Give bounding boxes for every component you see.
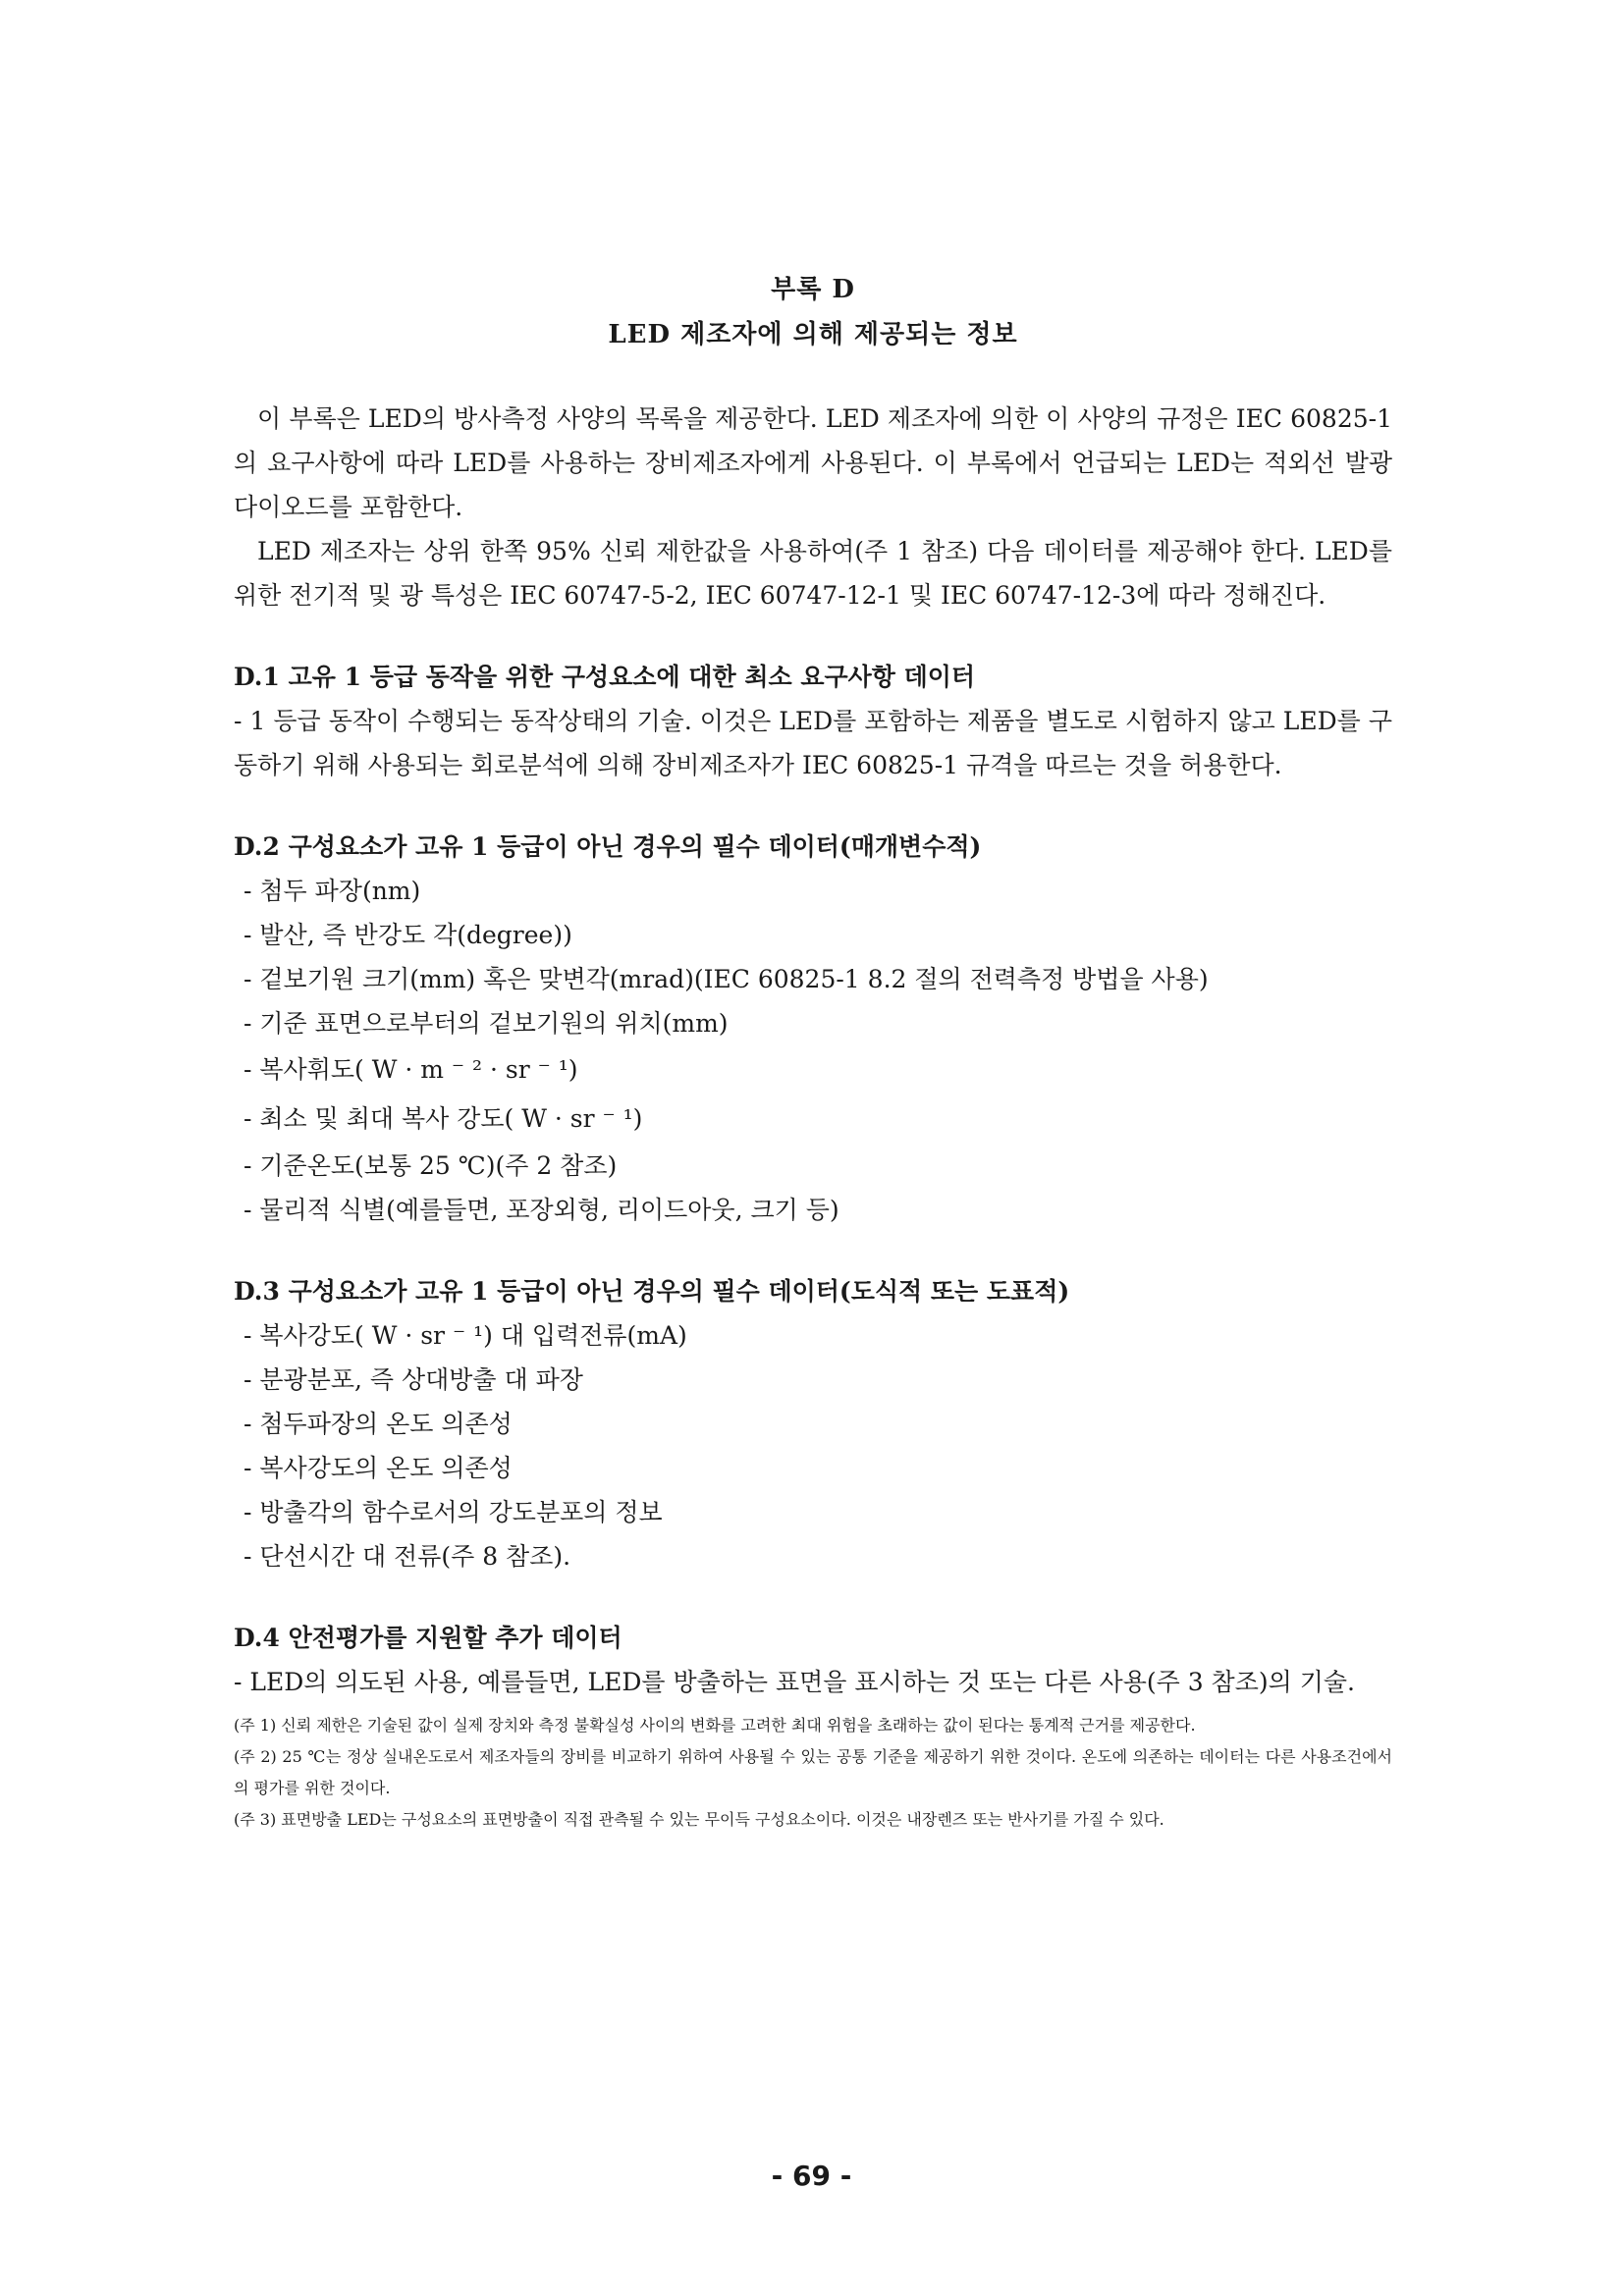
section-d2-title: D.2 구성요소가 고유 1 등급이 아닌 경우의 필수 데이터(매개변수적): [234, 832, 982, 861]
section-d1: [234, 655, 1392, 787]
list-item: - 발산, 즉 반강도 각(degree)): [243, 921, 572, 949]
footnotes: [234, 1710, 1392, 1836]
list-item: - 기준 표면으로부터의 겉보기원의 위치(mm): [243, 1009, 729, 1038]
intro-paragraph-2: LED 제조자는 상위 한쪽 95% 신뢰 제한값을 사용하여(주 1 참조) 다음 데이터를 제공해야 한다. LED를 위한 전기적 및 광 특성은 IEC 60747-5-2, IEC 60747-12-1 및 IEC 60747-12-3에 따라 정해진다.: [234, 537, 1392, 610]
section-d4-title: D.4 안전평가를 지원할 추가 데이터: [234, 1624, 622, 1652]
list-item: - 겉보기원 크기(mm) 혹은 맞변각(mrad)(IEC 60825-1 8.2 절의 전력측정 방법을 사용): [243, 965, 1209, 993]
page-number: - 69 -: [771, 2160, 852, 2192]
appendix-heading: [234, 267, 1392, 357]
section-d2: [234, 825, 1392, 1232]
list-item: - 첨두파장의 온도 의존성: [243, 1410, 513, 1438]
list-item: - 복사휘도( W · m ⁻ ² · sr ⁻ ¹): [243, 1055, 578, 1084]
section-d3: [234, 1269, 1392, 1578]
section-d4-text: - LED의 의도된 사용, 예를들면, LED를 방출하는 표면을 표시하는 것 또는 다른 사용(주 3 참조)의 기술.: [234, 1668, 1355, 1696]
document-page: [234, 267, 1392, 1836]
footnote-2: (주 2) 25 ℃는 정상 실내온도로서 제조자들의 장비를 비교하기 위하여 사용될 수 있는 공통 기준을 제공하기 위한 것이다. 온도에 의존하는 데이터는 다른 사용조건에서의 평가를 위한 것이다.: [234, 1747, 1392, 1797]
list-item: - 방출각의 함수로서의 강도분포의 정보: [243, 1498, 663, 1526]
section-d1-title: D.1 고유 1 등급 동작을 위한 구성요소에 대한 최소 요구사항 데이터: [234, 663, 976, 691]
section-d3-title: D.3 구성요소가 고유 1 등급이 아닌 경우의 필수 데이터(도식적 또는 도표적): [234, 1277, 1070, 1306]
list-item: - 분광분포, 즉 상대방출 대 파장: [243, 1365, 583, 1394]
section-d1-text: - 1 등급 동작이 수행되는 동작상태의 기술. 이것은 LED를 포함하는 제품을 별도로 시험하지 않고 LED를 구동하기 위해 사용되는 회로분석에 의해 장비제조자가 IEC 60825-1 규격을 따르는 것을 허용한다.: [234, 707, 1392, 779]
appendix-label: 부록 D: [771, 275, 855, 304]
list-item: - 물리적 식별(예를들면, 포장외형, 리이드아웃, 크기 등): [243, 1196, 839, 1224]
footnote-3: (주 3) 표면방출 LED는 구성요소의 표면방출이 직접 관측될 수 있는 무이득 구성요소이다. 이것은 내장렌즈 또는 반사기를 가질 수 있다.: [234, 1810, 1164, 1829]
list-item: - 최소 및 최대 복사 강도( W · sr ⁻ ¹): [243, 1104, 643, 1133]
list-item: - 첨두 파장(nm): [243, 877, 421, 905]
list-item: - 기준온도(보통 25 ℃)(주 2 참조): [243, 1151, 618, 1180]
intro-paragraph-1: 이 부록은 LED의 방사측정 사양의 목록을 제공한다. LED 제조자에 의한 이 사양의 규정은 IEC 60825-1의 요구사항에 따라 LED를 사용하는 장비제조자에게 사용된다. 이 부록에서 언급되는 LED는 적외선 발광 다이오드를 포함한다.: [234, 404, 1392, 521]
list-item: - 복사강도의 온도 의존성: [243, 1454, 513, 1482]
section-d2-list: [234, 869, 1392, 1232]
section-d3-list: [234, 1313, 1392, 1578]
section-d4: [234, 1616, 1392, 1704]
footnote-1: (주 1) 신뢰 제한은 기술된 값이 실제 장치와 측정 불확실성 사이의 변화를 고려한 최대 위험을 초래하는 값이 된다는 통계적 근거를 제공한다.: [234, 1716, 1196, 1735]
list-item: - 복사강도( W · sr ⁻ ¹) 대 입력전류(mA): [243, 1321, 687, 1350]
appendix-title: LED 제조자에 의해 제공되는 정보: [608, 320, 1018, 349]
list-item: - 단선시간 대 전류(주 8 참조).: [243, 1542, 571, 1571]
